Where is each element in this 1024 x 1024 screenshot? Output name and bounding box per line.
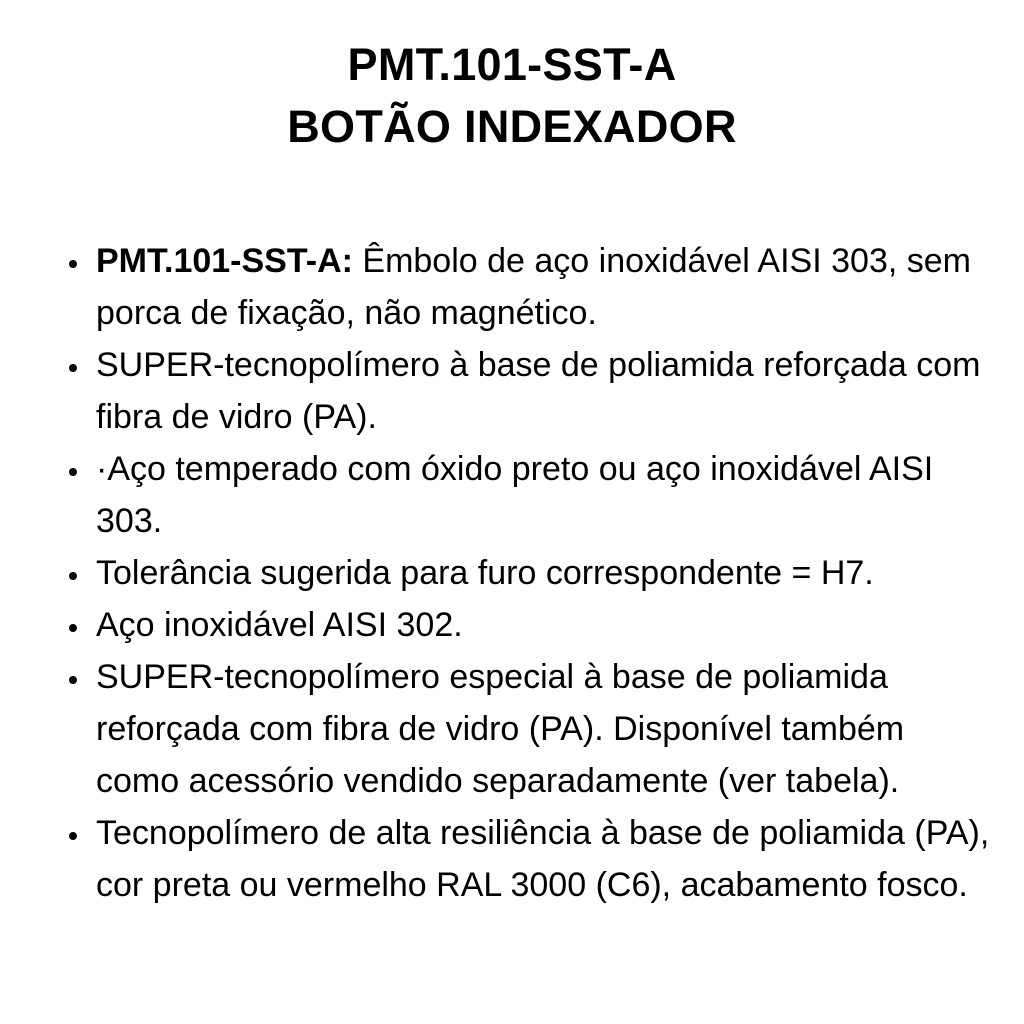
bullet-icon <box>66 339 86 391</box>
bullet-icon <box>66 651 86 703</box>
product-code-title: PMT.101-SST-A <box>347 39 677 90</box>
spec-item-text: Tecnopolímero de alta resiliência à base de poliamida (PA), cor preta ou vermelho RAL 3000 (C6), acabamento fosco. <box>96 814 990 904</box>
spec-item-accessory <box>96 651 996 807</box>
product-name-title: BOTÃO INDEXADOR <box>287 101 737 152</box>
bullet-icon <box>66 547 86 599</box>
spec-item-tolerance <box>96 547 996 599</box>
bullet-icon <box>66 599 86 651</box>
spec-item-plunger <box>96 235 996 339</box>
bullet-icon <box>66 235 86 287</box>
spec-item-text: ·Aço temperado com óxido preto ou aço inoxidável AISI 303. <box>96 450 934 540</box>
spec-item-knob-material <box>96 807 996 911</box>
bullet-icon <box>66 807 86 859</box>
spec-item-text: SUPER-tecnopolímero à base de poliamida reforçada com fibra de vidro (PA). <box>96 346 981 436</box>
spec-list <box>96 235 996 911</box>
spec-item-text: Aço inoxidável AISI 302. <box>96 606 463 644</box>
spec-item-spring-material <box>96 599 996 651</box>
spec-item-text: Tolerância sugerida para furo correspondente = H7. <box>96 554 874 592</box>
spec-item-body-material <box>96 339 996 443</box>
spec-item-pin-material <box>96 443 996 547</box>
spec-item-text: Êmbolo de aço inoxidável AISI 303, sem porca de fixação, não magnético. <box>96 242 971 332</box>
bullet-icon <box>66 443 86 495</box>
spec-item-label: PMT.101-SST-A: <box>96 242 353 280</box>
page-title <box>0 34 1024 158</box>
spec-item-text: SUPER-tecnopolímero especial à base de poliamida reforçada com fibra de vidro (PA). Disponível também como acessório vendido separadamente (ver tabela). <box>96 658 905 800</box>
